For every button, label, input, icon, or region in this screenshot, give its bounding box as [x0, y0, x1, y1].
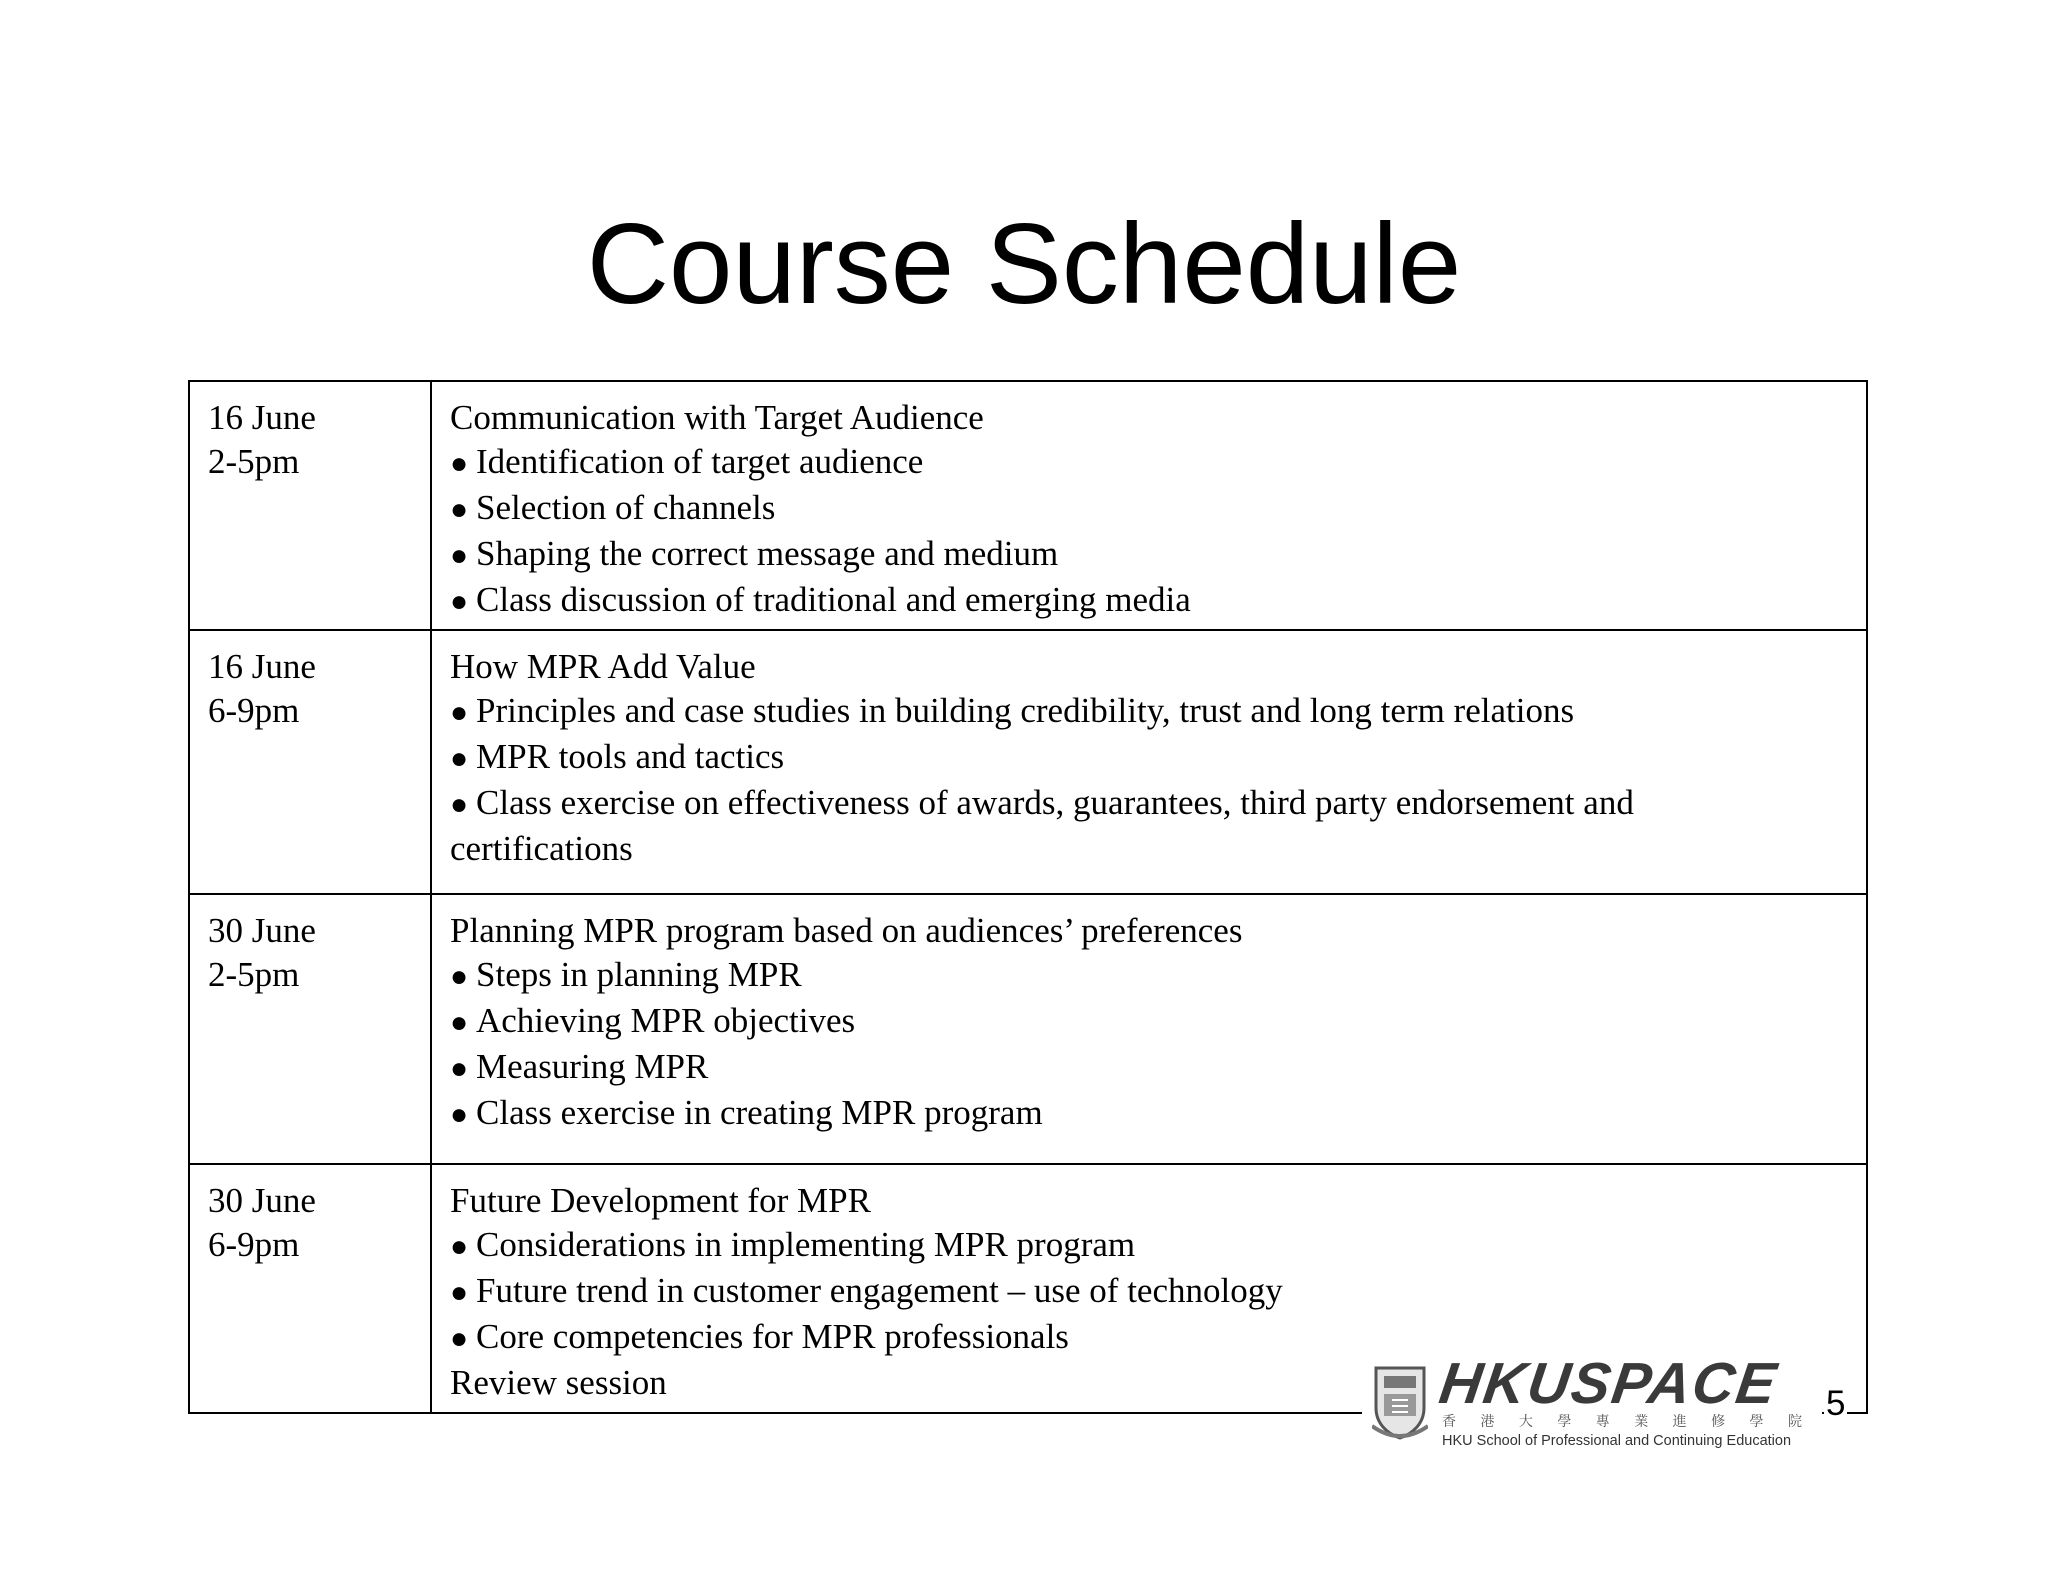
- bullet-item: [450, 532, 1848, 578]
- bullet-text: Identification of target audience: [476, 442, 924, 481]
- logo-chinese-char: 進: [1672, 1414, 1687, 1430]
- logo-chinese-name: [1442, 1414, 1802, 1430]
- hku-crest-icon: [1372, 1364, 1428, 1440]
- date-cell: [189, 894, 431, 1164]
- bullet-item: [450, 1269, 1848, 1315]
- bullet-text: Core competencies for MPR professionals: [476, 1317, 1069, 1356]
- logo-chinese-char: 香: [1442, 1414, 1456, 1430]
- logo-wordmark: HKUSPACE: [1435, 1351, 1782, 1416]
- logo-chinese-char: 修: [1711, 1414, 1726, 1430]
- session-time: 2-5pm: [208, 442, 300, 481]
- bullet-icon: ●: [450, 1006, 469, 1039]
- session-date: 16 June: [208, 647, 316, 686]
- bullet-icon: ●: [450, 696, 469, 729]
- bullet-icon: ●: [450, 1052, 469, 1085]
- content-cell: [431, 894, 1867, 1164]
- bullet-item: [450, 1045, 1848, 1091]
- logo-chinese-char: 港: [1480, 1414, 1495, 1430]
- bullet-item: [450, 1091, 1848, 1137]
- session-time: 6-9pm: [208, 1225, 300, 1264]
- bullet-icon: ●: [450, 1098, 469, 1131]
- schedule-row: [189, 630, 1867, 894]
- bullet-icon: ●: [450, 447, 469, 480]
- bullet-icon: ●: [450, 585, 469, 618]
- bullet-item: [450, 1223, 1848, 1269]
- bullet-text: Class discussion of traditional and emerging media: [476, 580, 1191, 619]
- bullet-item: [450, 781, 1790, 871]
- bullet-text: Selection of channels: [476, 488, 776, 527]
- session-date: 30 June: [208, 1181, 316, 1220]
- schedule-table: [188, 380, 1868, 1414]
- bullet-text: Principles and case studies in building credibility, trust and long term relations: [476, 691, 1575, 730]
- session-heading: Planning MPR program based on audiences’ preferences: [450, 911, 1243, 950]
- bullet-icon: ●: [450, 742, 469, 775]
- content-cell: [431, 630, 1867, 894]
- session-heading: Future Development for MPR: [450, 1181, 871, 1220]
- session-heading: Communication with Target Audience: [450, 398, 984, 437]
- bullet-text: Measuring MPR: [476, 1047, 709, 1086]
- logo-chinese-char: 大: [1518, 1414, 1533, 1430]
- schedule-row: [189, 894, 1867, 1164]
- logo-subline: HKU School of Professional and Continuing Education: [1442, 1433, 1792, 1449]
- logo-chinese-char: 院: [1787, 1414, 1802, 1430]
- bullet-icon: ●: [450, 960, 469, 993]
- bullet-item: [450, 999, 1848, 1045]
- session-time: 6-9pm: [208, 691, 300, 730]
- session-footer: Review session: [450, 1363, 667, 1402]
- bullet-text: Considerations in implementing MPR program: [476, 1225, 1136, 1264]
- logo-chinese-char: 學: [1557, 1414, 1572, 1430]
- logo-chinese-char: 業: [1634, 1414, 1649, 1430]
- hkuspace-logo: [1362, 1351, 1822, 1456]
- bullet-item: [450, 735, 1848, 781]
- bullet-item: [450, 578, 1848, 624]
- bullet-item: [450, 440, 1848, 486]
- bullet-text: Shaping the correct message and medium: [476, 534, 1059, 573]
- bullet-text: MPR tools and tactics: [476, 737, 785, 776]
- page-number: 5: [1826, 1384, 1846, 1423]
- session-time: 2-5pm: [208, 955, 300, 994]
- session-date: 30 June: [208, 911, 316, 950]
- bullet-text: Steps in planning MPR: [476, 955, 802, 994]
- bullet-item: [450, 689, 1848, 735]
- bullet-icon: ●: [450, 788, 469, 821]
- logo-chinese-char: 學: [1749, 1414, 1764, 1430]
- bullet-text: Class exercise on effectiveness of awards, guarantees, third party endorsement and certifications: [450, 783, 1634, 868]
- content-cell: [431, 381, 1867, 630]
- date-cell: [189, 381, 431, 630]
- bullet-icon: ●: [450, 1276, 469, 1309]
- logo-chinese-char: 專: [1595, 1414, 1610, 1430]
- bullet-text: Achieving MPR objectives: [476, 1001, 856, 1040]
- schedule-row: [189, 381, 1867, 630]
- bullet-item: [450, 953, 1848, 999]
- session-heading: How MPR Add Value: [450, 647, 756, 686]
- bullet-icon: ●: [450, 539, 469, 572]
- bullet-icon: ●: [450, 1230, 469, 1263]
- session-date: 16 June: [208, 398, 316, 437]
- date-cell: [189, 1164, 431, 1413]
- date-cell: [189, 630, 431, 894]
- bullet-icon: ●: [450, 493, 469, 526]
- bullet-item: [450, 486, 1848, 532]
- bullet-text: Future trend in customer engagement – use of technology: [476, 1271, 1283, 1310]
- bullet-icon: ●: [450, 1322, 469, 1355]
- bullet-text: Class exercise in creating MPR program: [476, 1093, 1043, 1132]
- slide-title: Course Schedule: [586, 201, 1462, 328]
